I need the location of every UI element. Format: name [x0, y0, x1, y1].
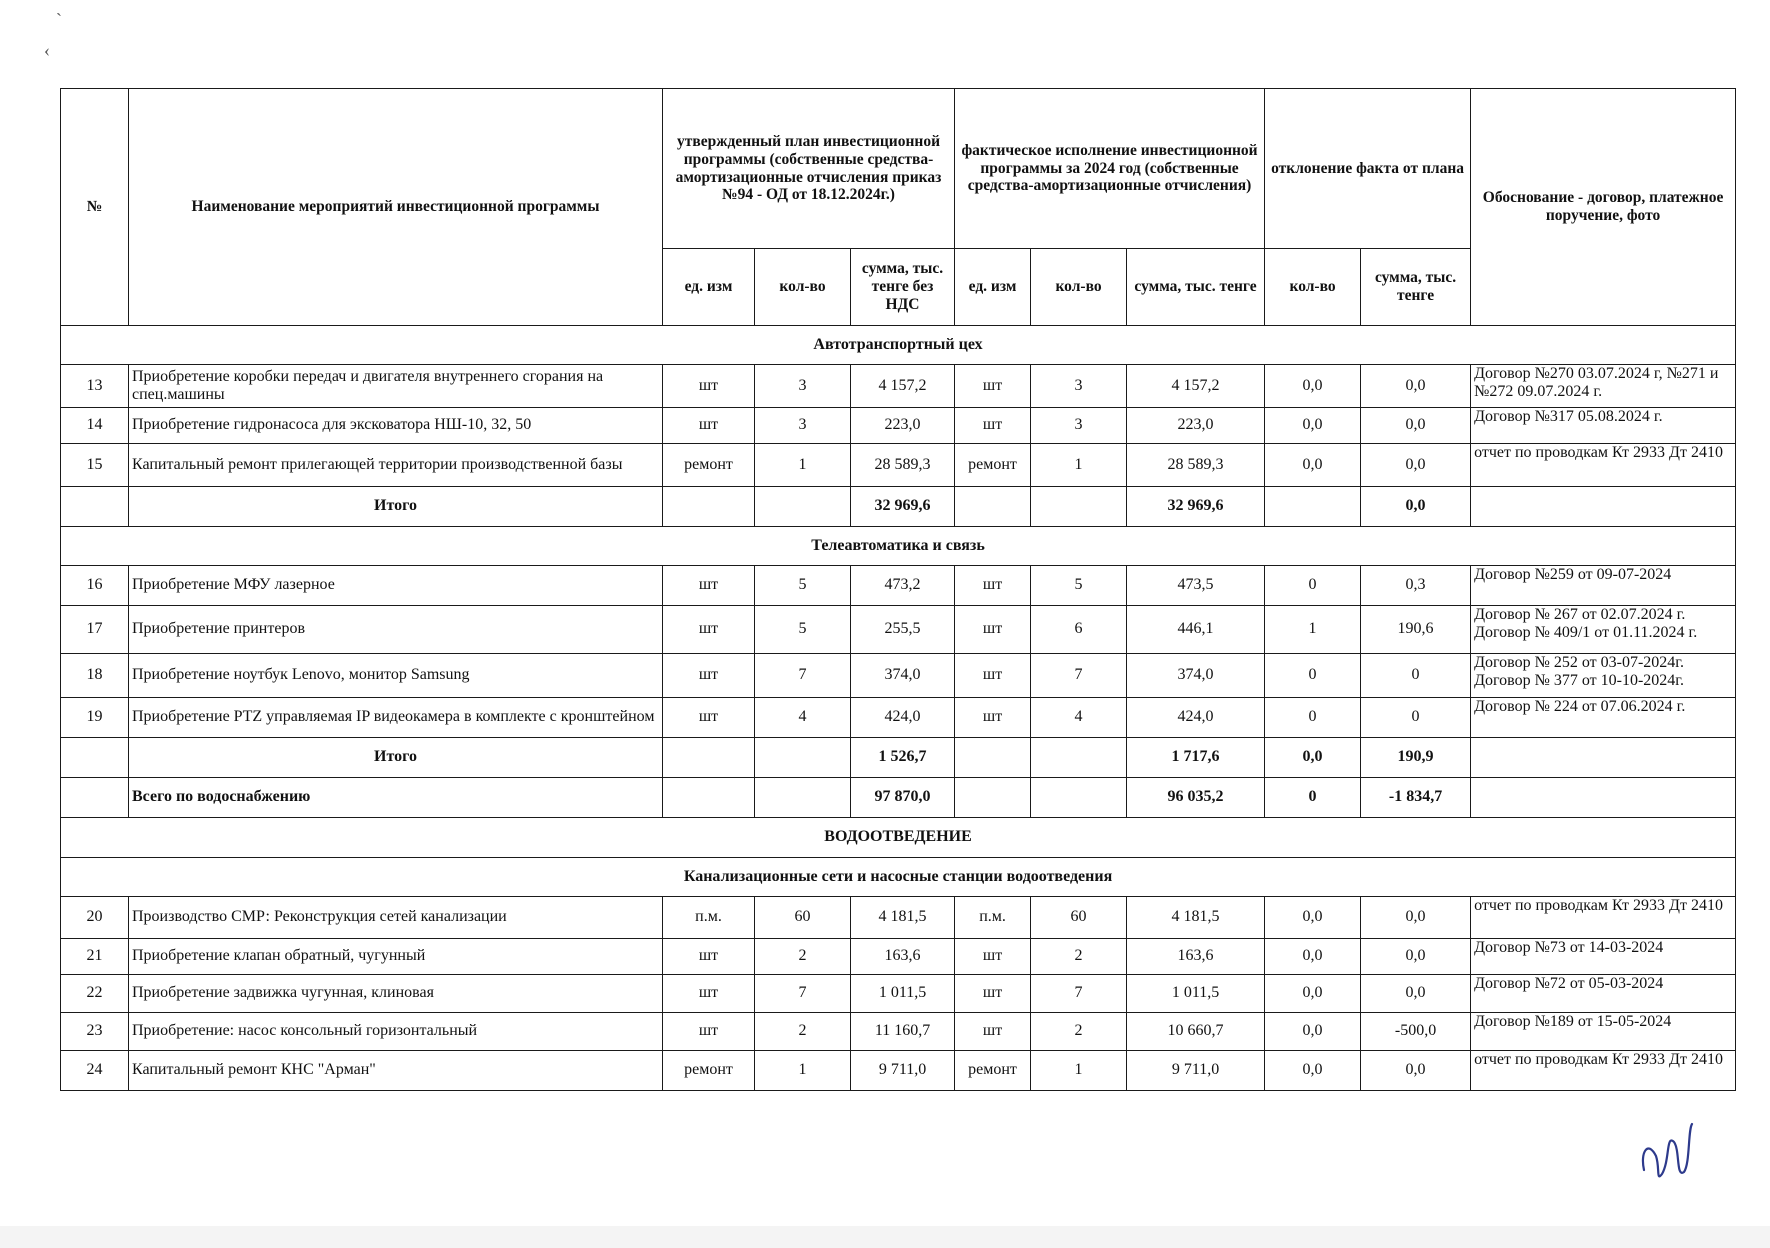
- plan-qty: 5: [755, 566, 851, 606]
- basis: Договор №317 05.08.2024 г.: [1471, 408, 1736, 444]
- basis: Договор № 252 от 03-07-2024г. Договор № 377 от 10-10-2024г.: [1471, 654, 1736, 698]
- total-empty: [755, 778, 851, 818]
- plan-sum: 1 011,5: [851, 975, 955, 1013]
- fact-sum: 28 589,3: [1127, 444, 1265, 487]
- total-empty: [61, 738, 129, 778]
- basis: Договор №270 03.07.2024 г, №271 и №272 09.07.2024 г.: [1471, 365, 1736, 408]
- row-name: Приобретение гидронасоса для эксковатора НШ-10, 32, 50: [129, 408, 663, 444]
- col-name-header: Наименование мероприятий инвестиционной программы: [129, 89, 663, 326]
- total-label: Итого: [129, 738, 663, 778]
- section-header: [61, 527, 1736, 566]
- deviation-qty: 0,0: [1265, 897, 1361, 939]
- fact-qty-header: кол-во: [1031, 249, 1127, 326]
- fact-unit: шт: [955, 365, 1031, 408]
- deviation-sum: 0,3: [1361, 566, 1471, 606]
- row-number: 23: [61, 1013, 129, 1051]
- row-number: 13: [61, 365, 129, 408]
- fact-qty: 2: [1031, 939, 1127, 975]
- section-header: [61, 326, 1736, 365]
- plan-unit: шт: [663, 698, 755, 738]
- deviation-sum: 0,0: [1361, 1051, 1471, 1091]
- plan-qty: 60: [755, 897, 851, 939]
- fact-sum: 374,0: [1127, 654, 1265, 698]
- section-header-title: Автотранспортный цех: [61, 326, 1736, 365]
- total-empty: [955, 738, 1031, 778]
- section-total-row: [61, 738, 1736, 778]
- row-name: Производство СМР: Реконструкция сетей канализации: [129, 897, 663, 939]
- fact-qty: 3: [1031, 365, 1127, 408]
- plan-qty: 4: [755, 698, 851, 738]
- total-empty: [755, 487, 851, 527]
- plan-sum: 4 157,2: [851, 365, 955, 408]
- plan-unit: ремонт: [663, 1051, 755, 1091]
- plan-unit: шт: [663, 408, 755, 444]
- table-row: [61, 365, 1736, 408]
- total-deviation-qty: 0: [1265, 778, 1361, 818]
- table-row: [61, 1051, 1736, 1091]
- plan-qty-header: кол-во: [755, 249, 851, 326]
- plan-unit-header: ед. изм: [663, 249, 755, 326]
- table-row: [61, 939, 1736, 975]
- basis: Договор №189 от 15-05-2024: [1471, 1013, 1736, 1051]
- scan-bottom-edge: [0, 1226, 1770, 1248]
- plan-sum: 223,0: [851, 408, 955, 444]
- deviation-sum: 0: [1361, 654, 1471, 698]
- table-row: [61, 606, 1736, 654]
- plan-unit: шт: [663, 365, 755, 408]
- fact-sum-header: сумма, тыс. тенге: [1127, 249, 1265, 326]
- fact-unit: шт: [955, 408, 1031, 444]
- deviation-qty: 0,0: [1265, 444, 1361, 487]
- total-empty: [1471, 778, 1736, 818]
- total-plan-sum: 1 526,7: [851, 738, 955, 778]
- deviation-sum: 0,0: [1361, 444, 1471, 487]
- fact-sum: 1 011,5: [1127, 975, 1265, 1013]
- deviation-qty: 0,0: [1265, 365, 1361, 408]
- deviation-qty: 0: [1265, 566, 1361, 606]
- fact-sum: 4 181,5: [1127, 897, 1265, 939]
- fact-unit: ремонт: [955, 444, 1031, 487]
- fact-unit: шт: [955, 975, 1031, 1013]
- row-number: 19: [61, 698, 129, 738]
- row-name: Приобретение PTZ управляемая IP видеокамера в комплекте с кронштейном: [129, 698, 663, 738]
- basis: отчет по проводкам Кт 2933 Дт 2410: [1471, 1051, 1736, 1091]
- total-empty: [955, 778, 1031, 818]
- plan-sum: 374,0: [851, 654, 955, 698]
- total-label: Итого: [129, 487, 663, 527]
- total-deviation-qty: 0,0: [1265, 738, 1361, 778]
- plan-sum: 11 160,7: [851, 1013, 955, 1051]
- plan-qty: 3: [755, 408, 851, 444]
- deviation-qty: 0,0: [1265, 1051, 1361, 1091]
- total-empty: [663, 738, 755, 778]
- plan-unit: шт: [663, 654, 755, 698]
- col-number-header: №: [61, 89, 129, 326]
- table-row: [61, 698, 1736, 738]
- deviation-sum: -500,0: [1361, 1013, 1471, 1051]
- deviation-sum: 0,0: [1361, 975, 1471, 1013]
- deviation-qty: 0,0: [1265, 975, 1361, 1013]
- fact-qty: 7: [1031, 654, 1127, 698]
- row-number: 14: [61, 408, 129, 444]
- total-fact-sum: 32 969,6: [1127, 487, 1265, 527]
- deviation-sum: 190,6: [1361, 606, 1471, 654]
- fact-qty: 7: [1031, 975, 1127, 1013]
- plan-unit: шт: [663, 975, 755, 1013]
- plan-qty: 2: [755, 939, 851, 975]
- fact-sum: 223,0: [1127, 408, 1265, 444]
- fact-unit: шт: [955, 698, 1031, 738]
- fact-unit: шт: [955, 1013, 1031, 1051]
- basis: Договор № 224 от 07.06.2024 г.: [1471, 698, 1736, 738]
- fact-qty: 2: [1031, 1013, 1127, 1051]
- block-header: [61, 818, 1736, 858]
- total-fact-sum: 1 717,6: [1127, 738, 1265, 778]
- fact-sum: 424,0: [1127, 698, 1265, 738]
- total-empty: [663, 487, 755, 527]
- row-number: 16: [61, 566, 129, 606]
- plan-unit: шт: [663, 1013, 755, 1051]
- fact-qty: 5: [1031, 566, 1127, 606]
- plan-qty: 3: [755, 365, 851, 408]
- grand-total-row: [61, 778, 1736, 818]
- total-empty: [1031, 778, 1127, 818]
- col-basis-header: Обоснование - договор, платежное поручение, фото: [1471, 89, 1736, 326]
- col-fact-header: фактическое исполнение инвестиционной программы за 2024 год (собственные средства-амортизационные отчисления): [955, 89, 1265, 249]
- row-name: Приобретение коробки передач и двигателя внутреннего сгорания на спец.машины: [129, 365, 663, 408]
- table-row: [61, 897, 1736, 939]
- signature-mark: [1626, 1112, 1706, 1192]
- plan-qty: 7: [755, 654, 851, 698]
- plan-sum: 9 711,0: [851, 1051, 955, 1091]
- block-header-title: ВОДООТВЕДЕНИЕ: [61, 818, 1736, 858]
- table-header: [61, 89, 1736, 326]
- fact-sum: 446,1: [1127, 606, 1265, 654]
- total-label: Всего по водоснабжению: [129, 778, 663, 818]
- investment-program-table: [60, 88, 1736, 1091]
- plan-sum-header: сумма, тыс. тенге без НДС: [851, 249, 955, 326]
- table-row: [61, 654, 1736, 698]
- total-deviation-sum: -1 834,7: [1361, 778, 1471, 818]
- row-number: 20: [61, 897, 129, 939]
- fact-qty: 60: [1031, 897, 1127, 939]
- plan-qty: 7: [755, 975, 851, 1013]
- row-number: 21: [61, 939, 129, 975]
- section-total-row: [61, 487, 1736, 527]
- fact-sum: 10 660,7: [1127, 1013, 1265, 1051]
- row-name: Приобретение задвижка чугунная, клиновая: [129, 975, 663, 1013]
- basis: Договор №259 от 09-07-2024: [1471, 566, 1736, 606]
- total-deviation-sum: 0,0: [1361, 487, 1471, 527]
- basis: отчет по проводкам Кт 2933 Дт 2410: [1471, 444, 1736, 487]
- total-deviation-qty: [1265, 487, 1361, 527]
- total-empty: [61, 778, 129, 818]
- fact-sum: 4 157,2: [1127, 365, 1265, 408]
- plan-qty: 5: [755, 606, 851, 654]
- total-plan-sum: 32 969,6: [851, 487, 955, 527]
- total-deviation-sum: 190,9: [1361, 738, 1471, 778]
- deviation-qty-header: кол-во: [1265, 249, 1361, 326]
- basis: Договор №72 от 05-03-2024: [1471, 975, 1736, 1013]
- plan-unit: ремонт: [663, 444, 755, 487]
- deviation-sum-header: сумма, тыс. тенге: [1361, 249, 1471, 326]
- row-number: 18: [61, 654, 129, 698]
- row-name: Приобретение ноутбук Lenovo, монитор Samsung: [129, 654, 663, 698]
- fact-sum: 9 711,0: [1127, 1051, 1265, 1091]
- plan-unit: шт: [663, 606, 755, 654]
- fact-unit: шт: [955, 606, 1031, 654]
- total-empty: [755, 738, 851, 778]
- basis: отчет по проводкам Кт 2933 Дт 2410: [1471, 897, 1736, 939]
- basis: Договор №73 от 14-03-2024: [1471, 939, 1736, 975]
- plan-sum: 424,0: [851, 698, 955, 738]
- row-name: Приобретение МФУ лазерное: [129, 566, 663, 606]
- total-empty: [663, 778, 755, 818]
- fact-qty: 1: [1031, 444, 1127, 487]
- row-number: 22: [61, 975, 129, 1013]
- row-number: 15: [61, 444, 129, 487]
- plan-qty: 1: [755, 444, 851, 487]
- total-fact-sum: 96 035,2: [1127, 778, 1265, 818]
- plan-sum: 255,5: [851, 606, 955, 654]
- deviation-sum: 0,0: [1361, 408, 1471, 444]
- deviation-qty: 0: [1265, 698, 1361, 738]
- row-name: Капитальный ремонт прилегающей территории производственной базы: [129, 444, 663, 487]
- total-empty: [1471, 487, 1736, 527]
- deviation-qty: 0,0: [1265, 1013, 1361, 1051]
- row-name: Приобретение принтеров: [129, 606, 663, 654]
- plan-sum: 163,6: [851, 939, 955, 975]
- col-deviation-header: отклонение факта от плана: [1265, 89, 1471, 249]
- total-plan-sum: 97 870,0: [851, 778, 955, 818]
- row-number: 17: [61, 606, 129, 654]
- subsection-header: [61, 858, 1736, 897]
- plan-unit: шт: [663, 939, 755, 975]
- fact-unit: шт: [955, 654, 1031, 698]
- deviation-sum: 0,0: [1361, 939, 1471, 975]
- total-empty: [1471, 738, 1736, 778]
- fact-qty: 6: [1031, 606, 1127, 654]
- fact-unit: п.м.: [955, 897, 1031, 939]
- deviation-qty: 0: [1265, 654, 1361, 698]
- basis: Договор № 267 от 02.07.2024 г. Договор № 409/1 от 01.11.2024 г.: [1471, 606, 1736, 654]
- deviation-qty: 1: [1265, 606, 1361, 654]
- fact-qty: 4: [1031, 698, 1127, 738]
- deviation-sum: 0: [1361, 698, 1471, 738]
- deviation-qty: 0,0: [1265, 408, 1361, 444]
- plan-sum: 473,2: [851, 566, 955, 606]
- table-row: [61, 1013, 1736, 1051]
- fact-qty: 1: [1031, 1051, 1127, 1091]
- fact-qty: 3: [1031, 408, 1127, 444]
- total-empty: [1031, 487, 1127, 527]
- plan-unit: шт: [663, 566, 755, 606]
- deviation-qty: 0,0: [1265, 939, 1361, 975]
- plan-qty: 2: [755, 1013, 851, 1051]
- row-name: Приобретение: насос консольный горизонтальный: [129, 1013, 663, 1051]
- total-empty: [955, 487, 1031, 527]
- deviation-sum: 0,0: [1361, 897, 1471, 939]
- plan-unit: п.м.: [663, 897, 755, 939]
- fact-sum: 163,6: [1127, 939, 1265, 975]
- fact-unit-header: ед. изм: [955, 249, 1031, 326]
- row-number: 24: [61, 1051, 129, 1091]
- table-body: [61, 326, 1736, 1091]
- deviation-sum: 0,0: [1361, 365, 1471, 408]
- table-row: [61, 408, 1736, 444]
- table-row: [61, 975, 1736, 1013]
- row-name: Капитальный ремонт КНС "Арман": [129, 1051, 663, 1091]
- section-header-title: Телеавтоматика и связь: [61, 527, 1736, 566]
- total-empty: [1031, 738, 1127, 778]
- fact-unit: шт: [955, 566, 1031, 606]
- fact-unit: ремонт: [955, 1051, 1031, 1091]
- plan-sum: 28 589,3: [851, 444, 955, 487]
- total-empty: [61, 487, 129, 527]
- scan-speck: ˋ: [56, 10, 62, 30]
- fact-sum: 473,5: [1127, 566, 1265, 606]
- plan-qty: 1: [755, 1051, 851, 1091]
- row-name: Приобретение клапан обратный, чугунный: [129, 939, 663, 975]
- plan-sum: 4 181,5: [851, 897, 955, 939]
- table-row: [61, 444, 1736, 487]
- col-plan-header: утвержденный план инвестиционной программы (собственные средства-амортизационные отчисления приказ №94 - ОД от 18.12.2024г.): [663, 89, 955, 249]
- subsection-header-title: Канализационные сети и насосные станции водоотведения: [61, 858, 1736, 897]
- scan-speck: ‹: [44, 40, 50, 60]
- table-row: [61, 566, 1736, 606]
- fact-unit: шт: [955, 939, 1031, 975]
